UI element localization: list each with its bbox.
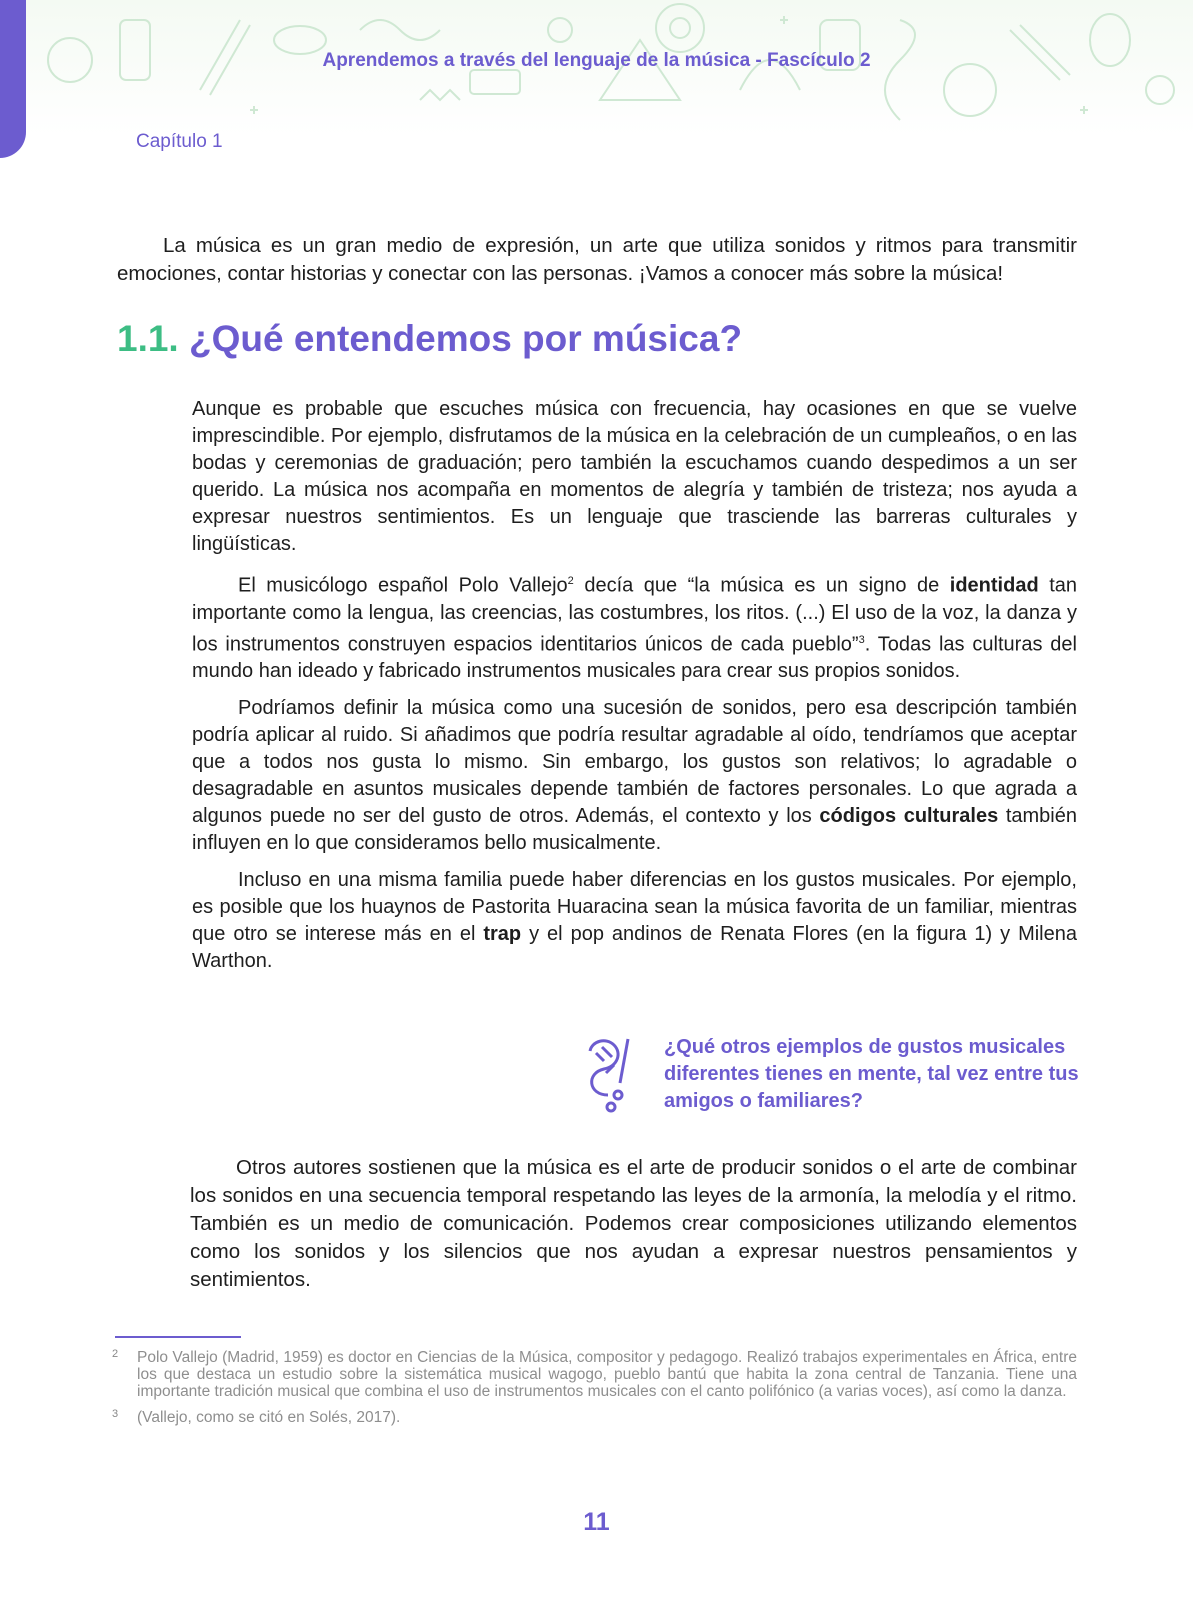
footnote-item xyxy=(112,1409,1077,1426)
section-heading xyxy=(117,318,742,360)
chapter-side-tab xyxy=(0,0,26,158)
bold-term-identidad: identidad xyxy=(949,574,1039,597)
footnote-divider xyxy=(115,1336,241,1338)
footnote-ref-3: 3 xyxy=(858,633,865,646)
footnote-number: 3 xyxy=(112,1408,119,1420)
chapter-label: Capítulo 1 xyxy=(136,131,223,152)
body-column xyxy=(192,396,1077,985)
paragraph-4-text-b: y el pop andinos de Renata Flores (en la figura 1) y Milena Warthon. xyxy=(192,923,1077,973)
paragraph-3-text-a: Podríamos definir la música como una sucesión de sonidos, pero esa descripción también podría aplicar al ruido. Si añadimos que podría resultar agradable al oído, tendríamos que aceptar que a todos nos gusta lo mismo. Sin embargo, los gustos son relativos; lo agradable o desagradable en asuntos musicales depende también de factores personales. Lo que agrada a algunos puede no ser del gusto de otros. Además, el contexto y los xyxy=(192,697,1077,828)
section-title: ¿Qué entendemos por música? xyxy=(189,318,743,359)
paragraph-3 xyxy=(192,695,1077,857)
paragraph-2-text-a: El musicólogo español Polo Vallejo xyxy=(238,574,568,597)
footnote-text: Polo Vallejo (Madrid, 1959) es doctor en Ciencias de la Música, compositor y pedagogo. Realizó trabajos experimentales en África, entre los que destaca un estudio sobre la sistemática musical wagogo, pueblo bantú que habita la zona central de Tanzania. Tiene una importante tradición musical que combina el uso de instrumentos musicales con el canto polifónico (a varias voces), así como la danza. xyxy=(137,1349,1077,1400)
page-number: 11 xyxy=(583,1508,610,1536)
paragraph-3-text-b: también influyen en lo que consideramos bello musicalmente. xyxy=(192,805,1077,855)
footnote-text: (Vallejo, como se citó en Solés, 2017). xyxy=(137,1409,401,1426)
paragraph-1: Aunque es probable que escuches música con frecuencia, hay ocasiones en que se vuelve imprescindible. Por ejemplo, disfrutamos de la música en la celebración de un cumpleaños, o en las bodas y ceremonias de graduación; pero también la escuchamos cuando despedimos a un ser querido. La música nos acompaña en momentos de alegría y también de tristeza; nos ayuda a expresar nuestros sentimientos. Es un lenguaje que trasciende las barreras culturales y lingüísticas. xyxy=(192,398,1077,555)
paragraph-2-text-d: . Todas las culturas del mundo han ideado y fabricado instrumentos musicales para crear sus propios sonidos. xyxy=(192,633,1077,683)
paragraph-2-text-c: tan importante como la lengua, las creencias, las costumbres, los ritos. (...) El uso de la voz, la danza y los instrumentos construyen espacios identitarios únicos de cada pueblo” xyxy=(192,574,1077,656)
paragraph-2 xyxy=(192,568,1077,685)
question-exclamation-icon xyxy=(578,1033,650,1118)
paragraph-4-text-a: Incluso en una misma familia puede haber diferencias en los gustos musicales. Por ejemplo, es posible que los huaynos de Pastorita Huaracina sean la música favorita de un familiar, mientras que otro se interese más en el xyxy=(192,869,1077,946)
footnote-ref-2: 2 xyxy=(567,575,574,587)
footnote-number: 2 xyxy=(112,1348,119,1360)
running-header-title: Aprendemos a través del lenguaje de la música - Fascículo 2 xyxy=(322,50,871,71)
section-number: 1.1. xyxy=(117,318,179,359)
callout-question-text: ¿Qué otros ejemplos de gustos musicales diferentes tienes en mente, tal vez entre tus amigos o familiares? xyxy=(664,1036,1079,1112)
footnotes-section xyxy=(112,1349,1077,1435)
bold-term-codigos-culturales: códigos culturales xyxy=(819,805,999,828)
intro-paragraph: La música es un gran medio de expresión, un arte que utiliza sonidos y ritmos para transmitir emociones, contar historias y conectar con las personas. ¡Vamos a conocer más sobre la música! xyxy=(117,234,1077,285)
bold-term-trap: trap xyxy=(483,923,522,946)
paragraph-4 xyxy=(192,867,1077,975)
footnote-item xyxy=(112,1349,1077,1400)
paragraph-5: Otros autores sostienen que la música es el arte de producir sonidos o el arte de combinar los sonidos en una secuencia temporal respetando las leyes de la armonía, la melodía y el ritmo. También es un medio de comunicación. Podemos crear composiciones utilizando elementos como los sonidos y los silencios que nos ayudan a expresar nuestros pensamientos y sentimientos. xyxy=(190,1156,1077,1291)
paragraph-2-text-b: decía que “la música es un signo de xyxy=(573,574,950,597)
